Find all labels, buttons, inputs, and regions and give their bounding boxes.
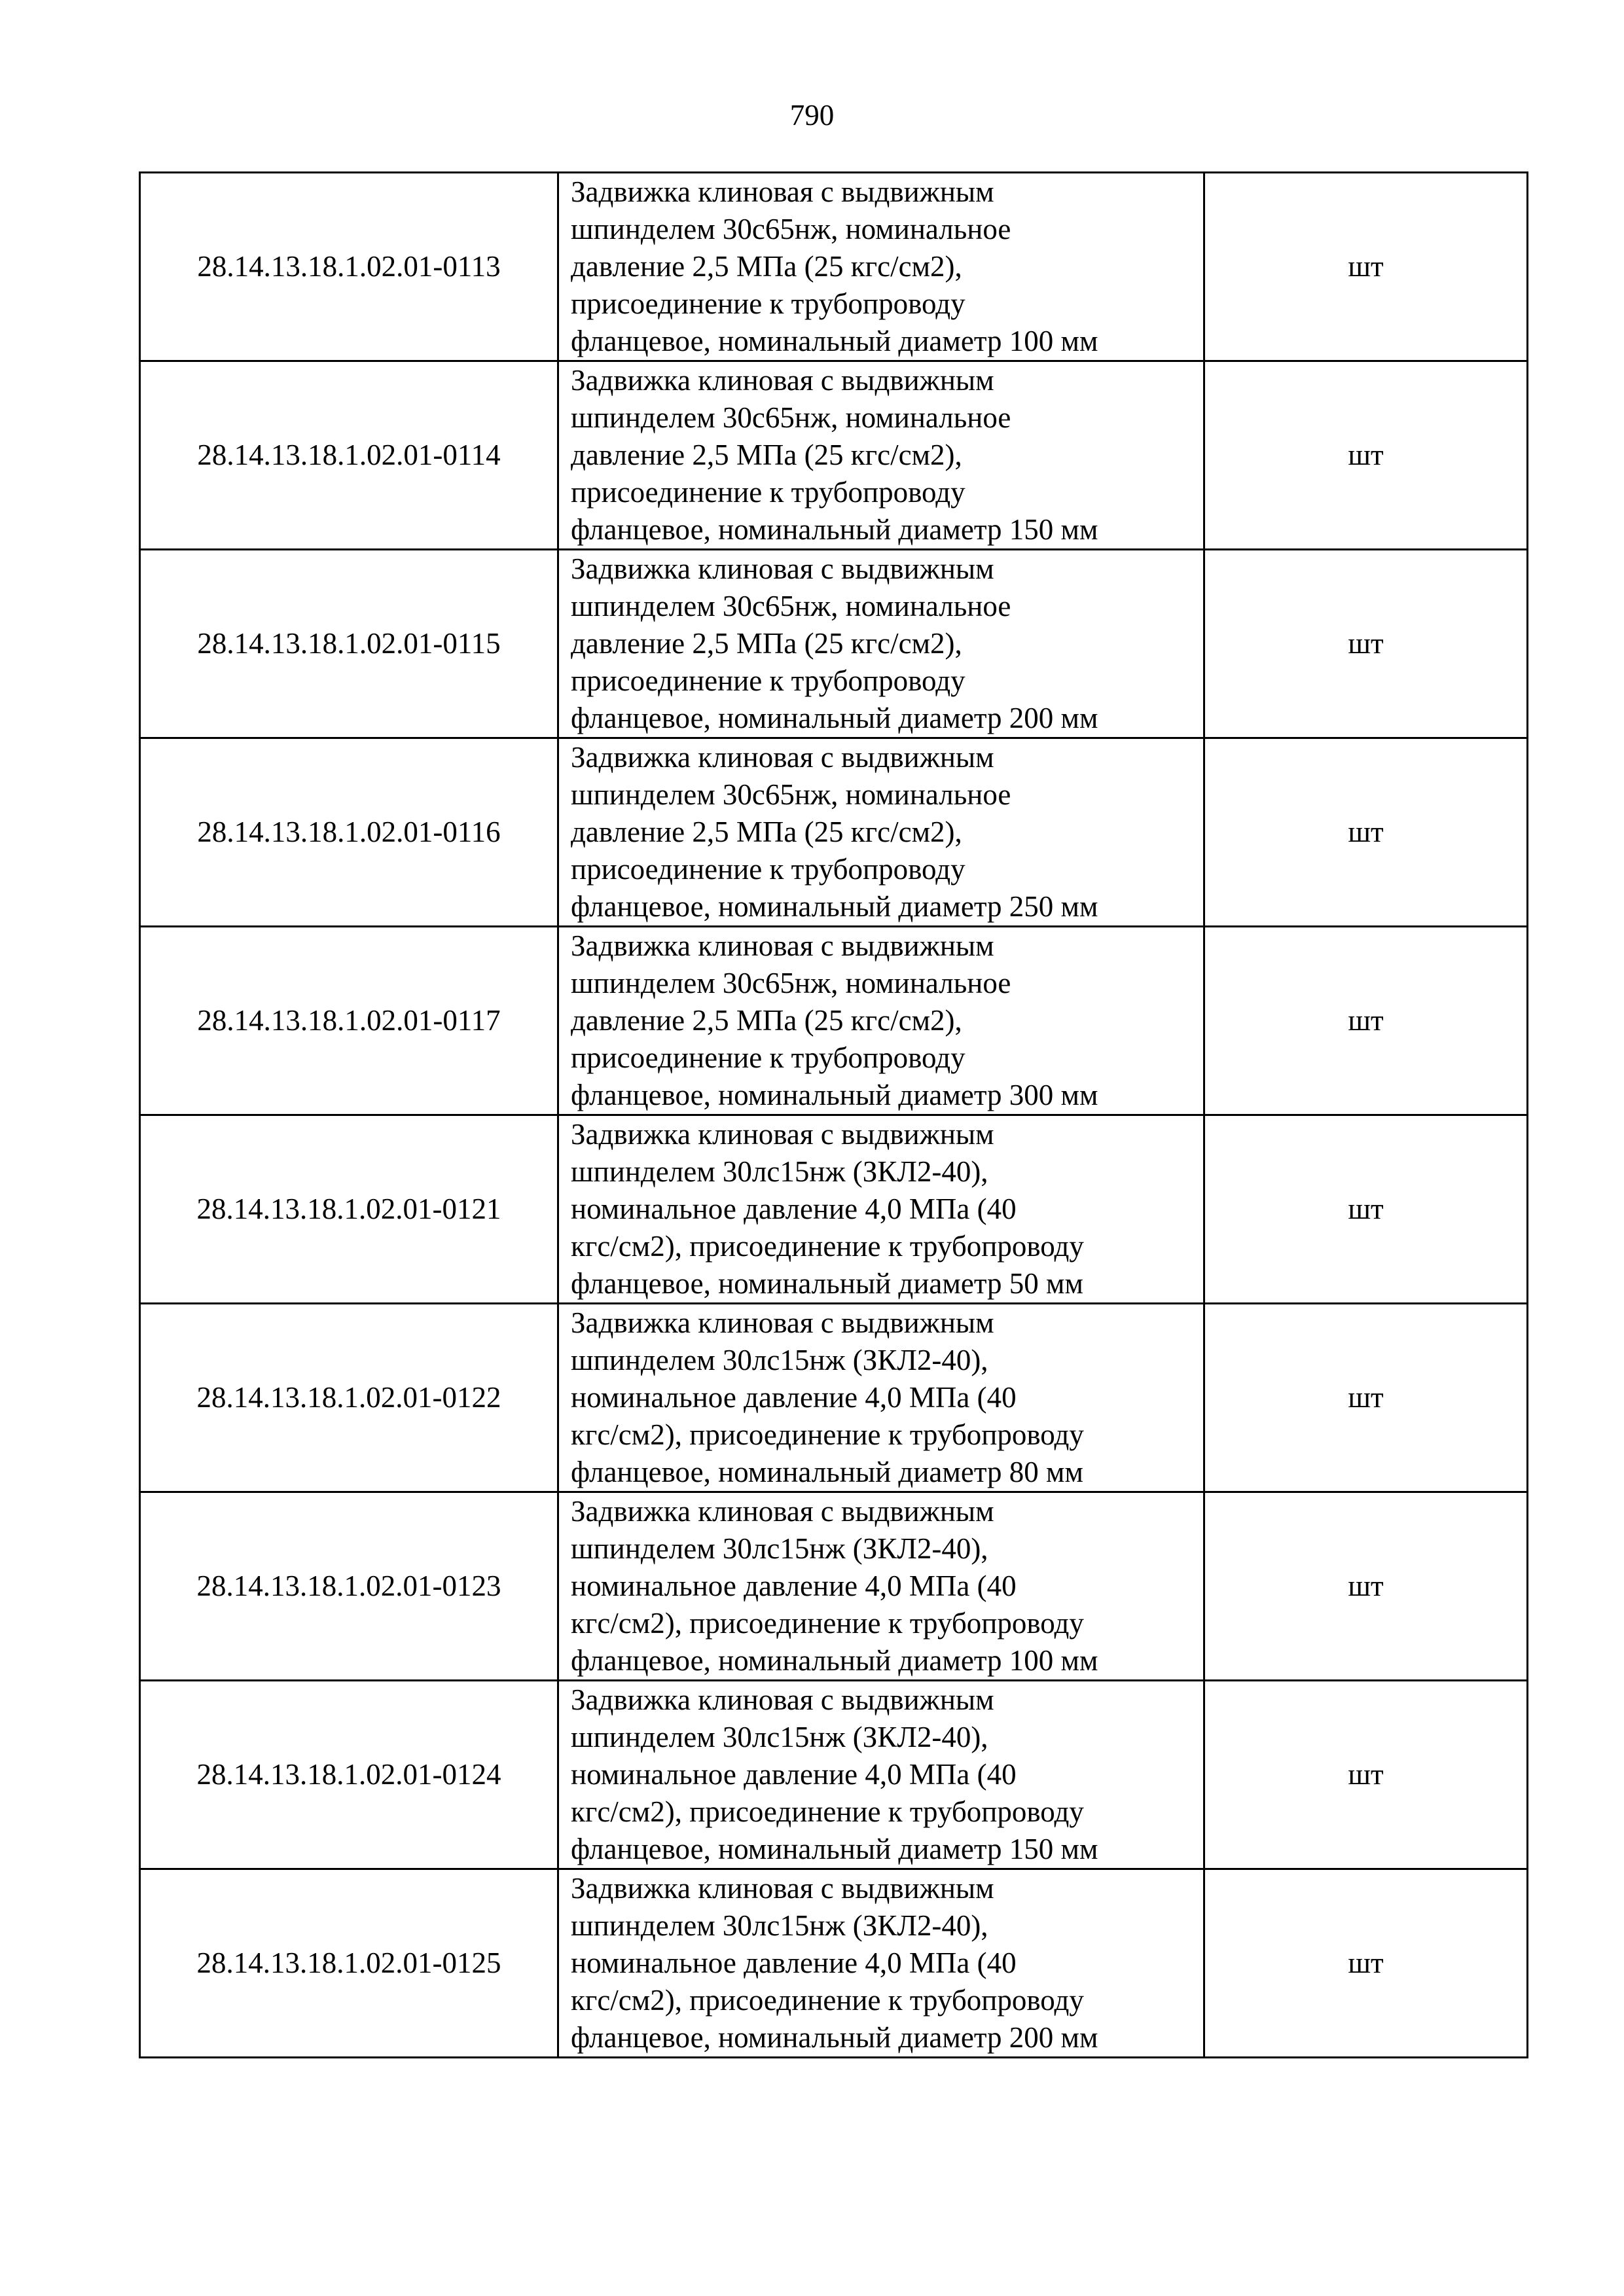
description-line: кгс/см2), присоединение к трубопроводу [571,1984,1084,2017]
description-line: Задвижка клиновая с выдвижным [571,1872,994,1905]
description-line: номинальное давление 4,0 МПа (40 [571,1946,1017,1979]
table-row [140,173,1528,361]
description-line: шпинделем 30лс15нж (ЗКЛ2-40), [571,1532,988,1565]
description-line: Задвижка клиновая с выдвижным [571,741,994,774]
description-line: Задвижка клиновая с выдвижным [571,552,994,585]
description-line: давление 2,5 МПа (25 кгс/см2), [571,439,962,471]
description-line: давление 2,5 МПа (25 кгс/см2), [571,1004,962,1037]
description-line: номинальное давление 4,0 МПа (40 [571,1758,1017,1791]
description-line: шпинделем 30лс15нж (ЗКЛ2-40), [571,1909,988,1942]
description-line: фланцевое, номинальный диаметр 200 мм [571,702,1098,734]
unit-cell: шт [1204,1681,1528,1869]
resource-description-cell [558,361,1204,550]
description-line: кгс/см2), присоединение к трубопроводу [571,1607,1084,1640]
resource-description-cell [558,738,1204,927]
unit-cell: шт [1204,927,1528,1115]
table-row [140,361,1528,550]
description-line: присоединение к трубопроводу [571,664,965,697]
description-line: фланцевое, номинальный диаметр 250 мм [571,890,1098,923]
resource-description-cell [558,550,1204,738]
description-line: фланцевое, номинальный диаметр 50 мм [571,1267,1083,1300]
description-line: шпинделем 30с65нж, номинальное [571,778,1011,811]
resource-description-cell [558,173,1204,361]
description-line: давление 2,5 МПа (25 кгс/см2), [571,627,962,660]
description-line: фланцевое, номинальный диаметр 150 мм [571,513,1098,546]
unit-cell: шт [1204,1115,1528,1304]
resource-description-cell [558,1869,1204,2058]
description-line: присоединение к трубопроводу [571,853,965,886]
resource-table [139,171,1528,2058]
description-line: присоединение к трубопроводу [571,287,965,320]
description-line: шпинделем 30с65нж, номинальное [571,401,1011,434]
table-row [140,1115,1528,1304]
resource-code-cell: 28.14.13.18.1.02.01-0117 [140,927,558,1115]
unit-cell: шт [1204,173,1528,361]
description-line: шпинделем 30с65нж, номинальное [571,967,1011,999]
description-line: шпинделем 30лс15нж (ЗКЛ2-40), [571,1344,988,1376]
description-line: Задвижка клиновая с выдвижным [571,1118,994,1151]
resource-code-cell: 28.14.13.18.1.02.01-0123 [140,1492,558,1681]
description-line: номинальное давление 4,0 МПа (40 [571,1193,1017,1225]
description-line: фланцевое, номинальный диаметр 100 мм [571,325,1098,357]
description-line: фланцевое, номинальный диаметр 200 мм [571,2021,1098,2054]
resource-code-cell: 28.14.13.18.1.02.01-0122 [140,1304,558,1492]
page-number: 790 [789,99,835,132]
resource-code-cell: 28.14.13.18.1.02.01-0115 [140,550,558,738]
description-line: присоединение к трубопроводу [571,1041,965,1074]
unit-cell: шт [1204,738,1528,927]
description-line: фланцевое, номинальный диаметр 100 мм [571,1644,1098,1677]
description-line: Задвижка клиновая с выдвижным [571,175,994,208]
description-line: Задвижка клиновая с выдвижным [571,364,994,397]
resource-code-cell: 28.14.13.18.1.02.01-0121 [140,1115,558,1304]
description-line: шпинделем 30лс15нж (ЗКЛ2-40), [571,1721,988,1753]
resource-description-cell [558,1681,1204,1869]
description-line: Задвижка клиновая с выдвижным [571,1495,994,1528]
resource-code-cell: 28.14.13.18.1.02.01-0113 [140,173,558,361]
unit-cell: шт [1204,361,1528,550]
description-line: шпинделем 30с65нж, номинальное [571,213,1011,245]
table-row [140,1681,1528,1869]
resource-code-cell: 28.14.13.18.1.02.01-0124 [140,1681,558,1869]
resource-description-cell [558,927,1204,1115]
unit-cell: шт [1204,550,1528,738]
table-row [140,738,1528,927]
resource-code-cell: 28.14.13.18.1.02.01-0125 [140,1869,558,2058]
table-row [140,927,1528,1115]
description-line: кгс/см2), присоединение к трубопроводу [571,1230,1084,1263]
resource-description-cell [558,1115,1204,1304]
resource-code-cell: 28.14.13.18.1.02.01-0116 [140,738,558,927]
table-row [140,1304,1528,1492]
description-line: Задвижка клиновая с выдвижным [571,1683,994,1716]
unit-cell: шт [1204,1304,1528,1492]
table-row [140,550,1528,738]
description-line: номинальное давление 4,0 МПа (40 [571,1381,1017,1414]
description-line: Задвижка клиновая с выдвижным [571,929,994,962]
resource-code-cell: 28.14.13.18.1.02.01-0114 [140,361,558,550]
description-line: шпинделем 30с65нж, номинальное [571,590,1011,622]
resource-description-cell [558,1304,1204,1492]
unit-cell: шт [1204,1492,1528,1681]
table-row [140,1869,1528,2058]
description-line: кгс/см2), присоединение к трубопроводу [571,1795,1084,1828]
description-line: фланцевое, номинальный диаметр 80 мм [571,1456,1083,1488]
description-line: давление 2,5 МПа (25 кгс/см2), [571,816,962,848]
description-line: кгс/см2), присоединение к трубопроводу [571,1418,1084,1451]
description-line: фланцевое, номинальный диаметр 300 мм [571,1079,1098,1111]
description-line: номинальное давление 4,0 МПа (40 [571,1570,1017,1602]
description-line: давление 2,5 МПа (25 кгс/см2), [571,250,962,283]
table-row [140,1492,1528,1681]
description-line: шпинделем 30лс15нж (ЗКЛ2-40), [571,1155,988,1188]
table-body [140,173,1528,2058]
unit-cell: шт [1204,1869,1528,2058]
description-line: присоединение к трубопроводу [571,476,965,509]
resource-description-cell [558,1492,1204,1681]
description-line: фланцевое, номинальный диаметр 150 мм [571,1833,1098,1865]
description-line: Задвижка клиновая с выдвижным [571,1306,994,1339]
